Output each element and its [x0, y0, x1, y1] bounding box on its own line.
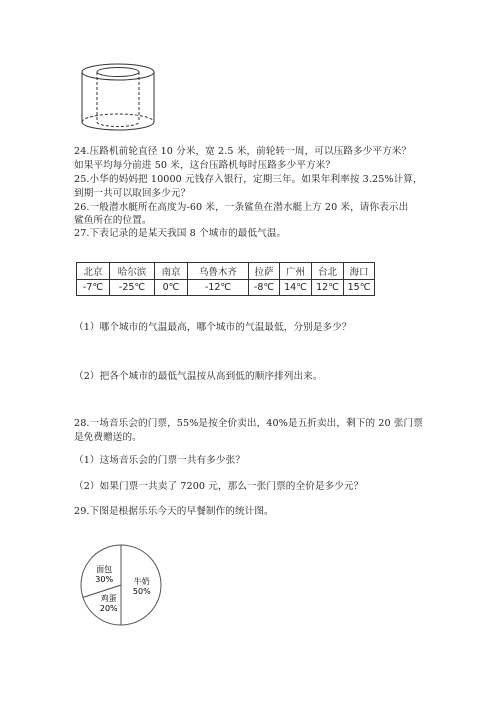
temp-cell: -12℃	[188, 280, 249, 296]
cylinder-figure	[78, 60, 158, 142]
q28-line1: 28.一场音乐会的门票，55%是按全价卖出，40%是五折卖出，剩下的 20 张门票	[74, 418, 423, 429]
temperature-table	[76, 262, 375, 296]
q24-line2: 如果平均每分前进 50 米，这台压路机每时压路多少平方米？	[74, 160, 336, 171]
q27-intro: 27.下表记录的是某天我国 8 个城市的最低气温。	[74, 228, 287, 239]
pie-slice-percent: 30%	[95, 574, 114, 584]
temp-cell: 14℃	[280, 280, 312, 296]
city-cell: 广州	[280, 263, 312, 280]
city-cell: 南京	[155, 263, 188, 280]
temp-cell: 15℃	[344, 280, 375, 296]
temp-cell: -8℃	[249, 280, 280, 296]
city-cell: 哈尔滨	[110, 263, 155, 280]
q27-sub1: （1）哪个城市的气温最高，哪个城市的气温最低，分别是多少？	[74, 322, 352, 333]
q28-sub2: （2）如果门票一共卖了 7200 元，那么一张门票的全价是多少元？	[74, 481, 364, 492]
q27-sub2: （2）把各个城市的最低气温按从高到低的顺序排列出来。	[74, 371, 323, 382]
temp-row	[77, 280, 375, 296]
city-cell: 台北	[312, 263, 344, 280]
temp-cell: 12℃	[312, 280, 344, 296]
city-cell: 北京	[77, 263, 110, 280]
q28-line2: 是免费赠送的。	[74, 432, 142, 443]
city-cell: 乌鲁木齐	[188, 263, 249, 280]
temp-cell: -7℃	[77, 280, 110, 296]
pie-slice-label: 面包	[96, 564, 113, 574]
q25-line1: 25.小华的妈妈把 10000 元钱存入银行，定期三年。如果年利率按 3.25%计算，	[74, 174, 423, 185]
city-row	[77, 263, 375, 280]
temp-cell: 0℃	[155, 280, 188, 296]
pie-slice-label: 鸡蛋	[100, 593, 117, 603]
temp-cell: -25℃	[110, 280, 155, 296]
q29-intro: 29.下图是根据乐乐今天的早餐制作的统计图。	[74, 506, 274, 517]
pie-slice-percent: 50%	[132, 587, 151, 596]
q24-line1: 24.压路机前轮直径 10 分米，宽 2.5 米，前轮转一周，可以压路多少平方米？	[74, 146, 412, 157]
q25-line2: 到期一共可以取回多少元？	[74, 188, 191, 199]
city-cell: 拉萨	[249, 263, 280, 280]
breakfast-pie-chart	[78, 542, 164, 628]
q28-sub1: （1）这场音乐会的门票一共有多少张？	[74, 455, 245, 466]
city-cell: 海口	[344, 263, 375, 280]
pie-slice-label: 牛奶	[133, 577, 150, 586]
q26-line2: 鲨鱼所在的位置。	[74, 215, 152, 226]
q26-line1: 26.一般潜水艇所在高度为-60 米，一条鲨鱼在潜水艇上方 20 米，请你表示出	[74, 202, 409, 213]
pie-slice-percent: 20%	[99, 603, 118, 613]
